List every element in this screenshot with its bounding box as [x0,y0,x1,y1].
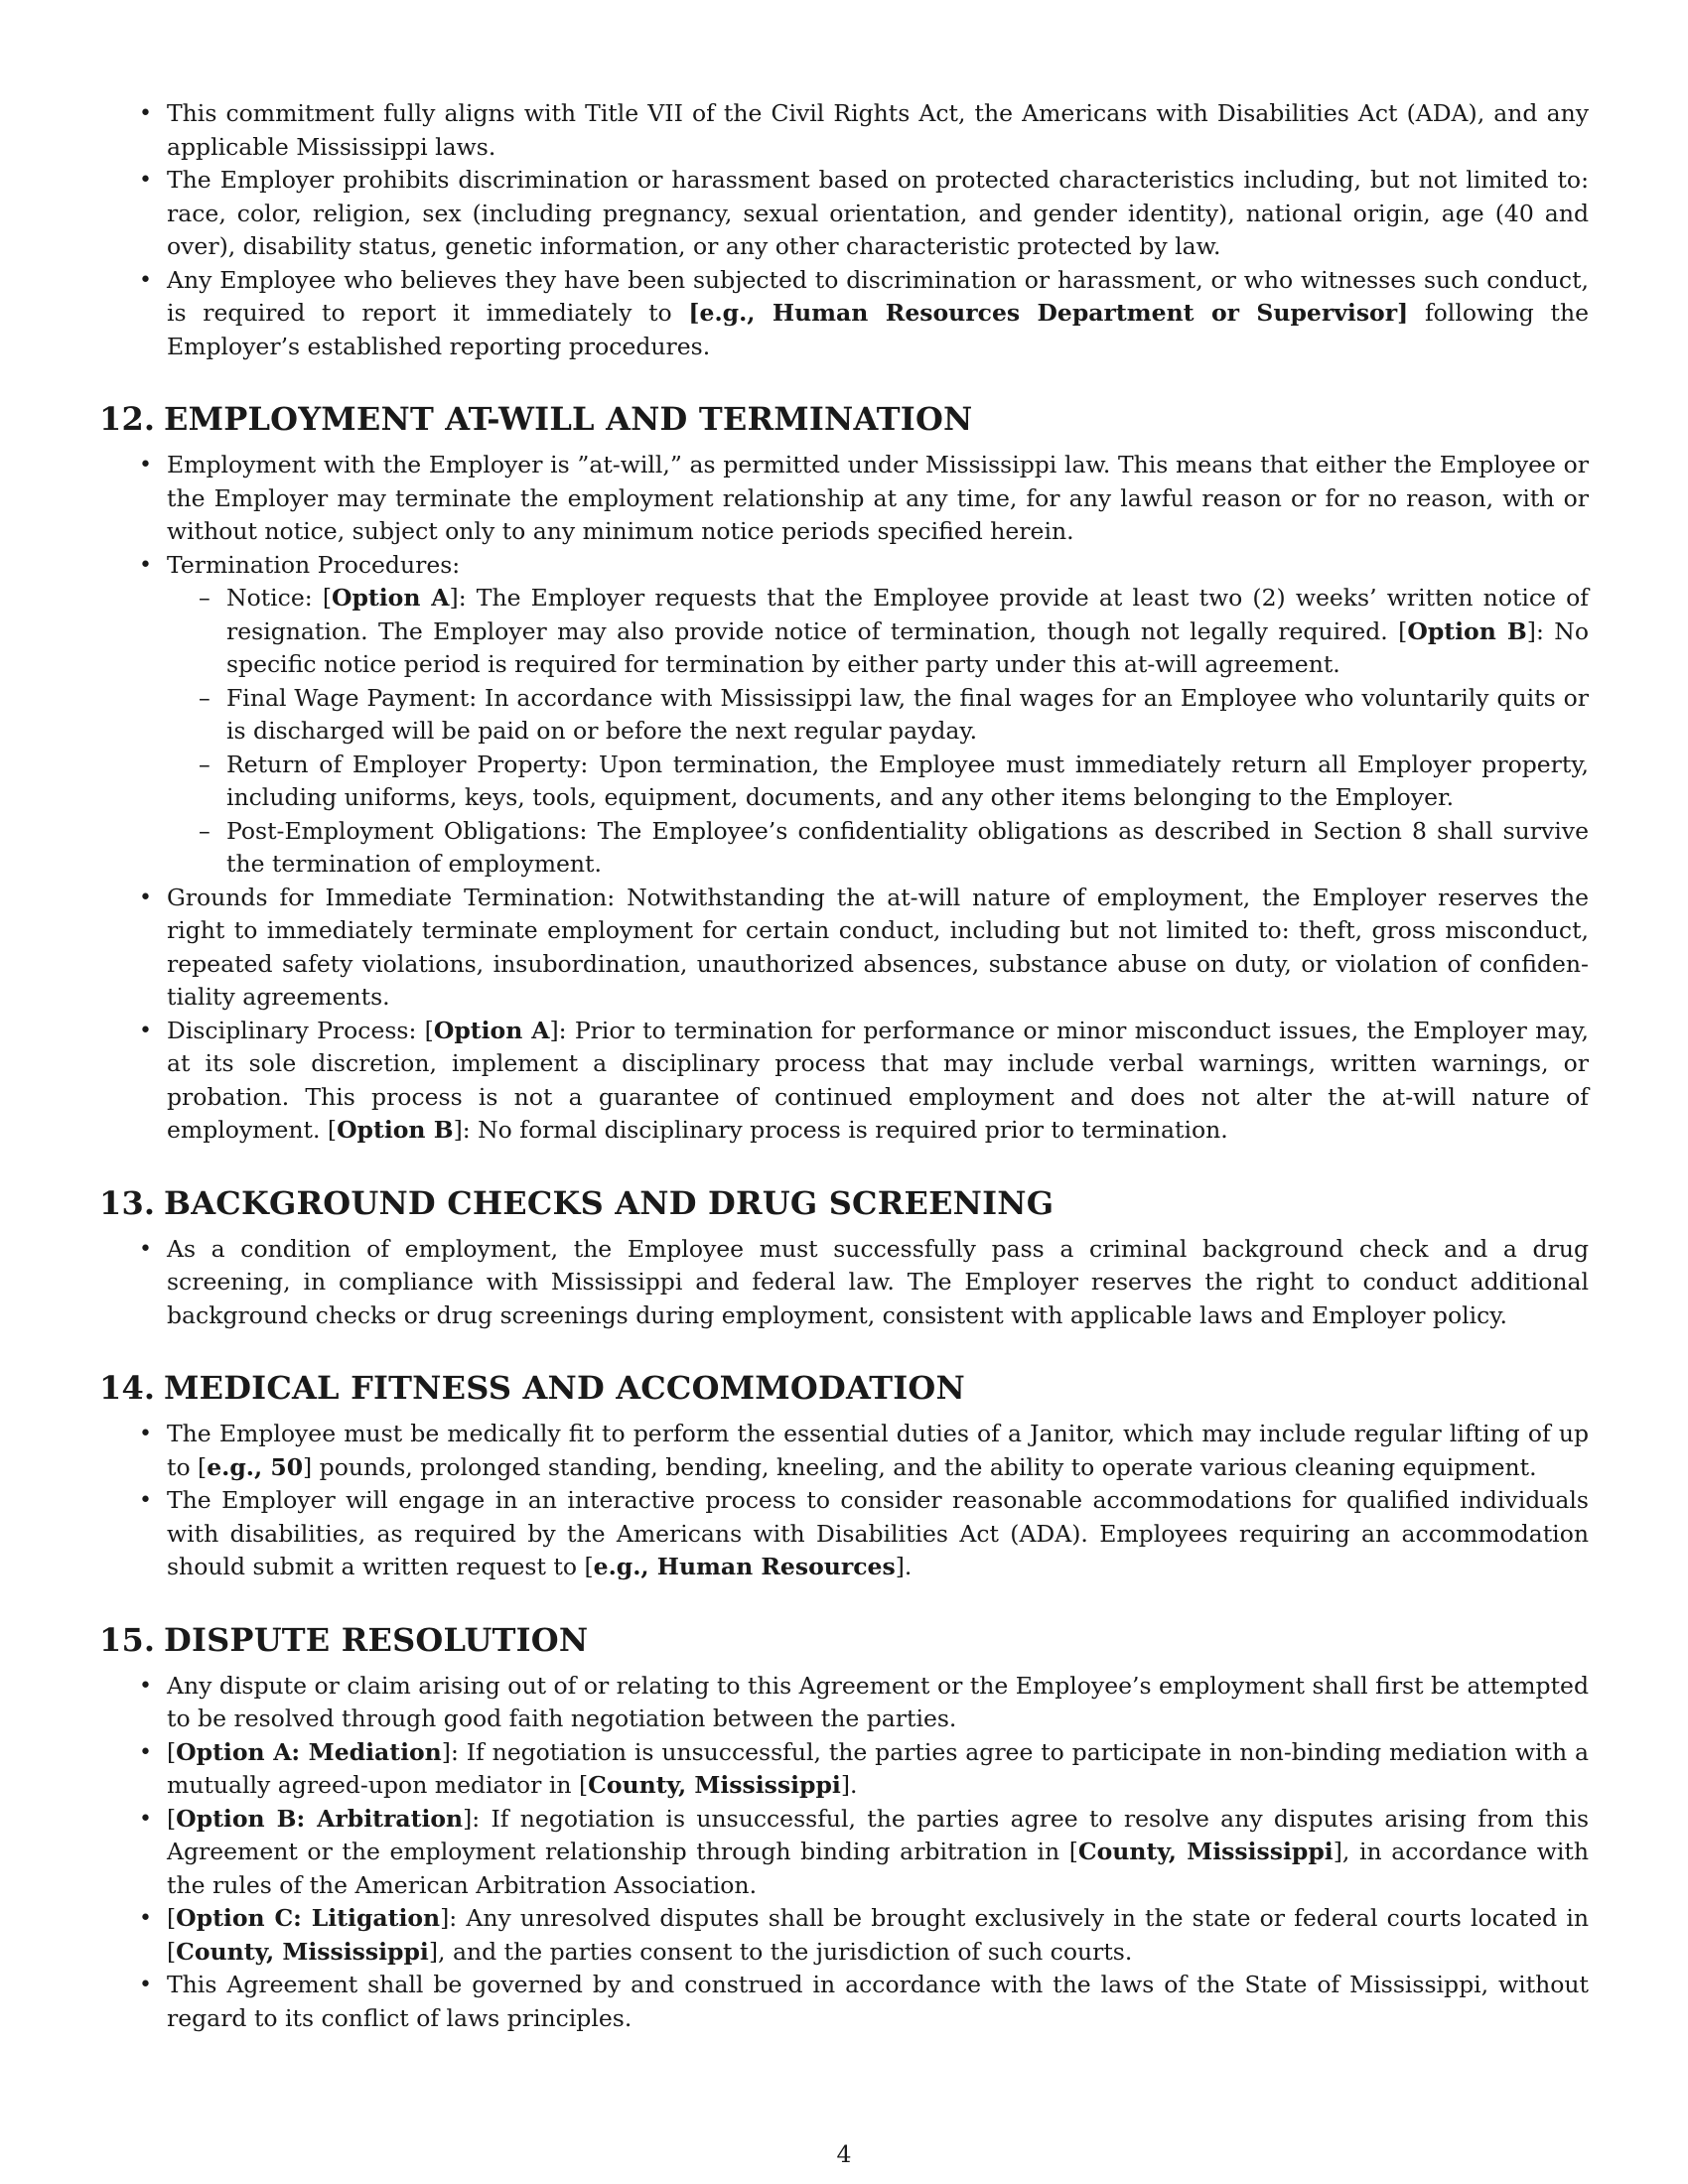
section-13-list [99,1233,1589,1333]
section-heading-14: 14. MEDICAL FITNESS AND ACCOMMODATION [99,1369,965,1407]
list-item: • The Employer prohibits discrimination or harassment based on protected characteristics including, but not limited to: race, color, religion, sex (including pregnancy, sexual orientation, and gender identity), national origin, age (40 and over), disability status, genetic information, or any other characteristic protected by law. [99,164,1589,264]
section-12-list [99,449,1589,1148]
termination-procedures-list [167,582,1589,882]
sub-list-item: – Return of Employer Property: Upon termination, the Employee must immediately return all Employer property, including uniforms, keys, tools, equipment, documents, and any other items belonging to the Employer. [167,749,1589,815]
section-heading-13: 13. BACKGROUND CHECKS AND DRUG SCREENING [99,1183,1055,1222]
list-item: • Termination Procedures: – Notice: [Option A]: The Employer requests that the Employee provide at least two (2) weeks’ written notice of resignation. The Employer may also provide notice of termination, though not legally required. [Option B]: No specific notice period is required for termination by either party under this at-will agreement. – Final Wage Payment: In accordance with Mississippi law, the final wages for an Employee who voluntarily quits or is discharged will be paid on or before the next regular payday. – Return of Employer Property: Upon termination, the Employee must immediately return all Employer property, including uniforms, keys, tools, equipment, documents, and any other items belonging to the Employer. – Post-Employment Obligations: The Employee’s confidentiality obligations as described in Section 8 shall survive the termination of employment. [99,549,1589,882]
section-15-list [99,1670,1589,2036]
list-item: • This Agreement shall be governed by and construed in accordance with the laws of the State of Mississippi, without regard to its conflict of laws principles. [99,1969,1589,2035]
list-item: • Grounds for Immediate Termination: Notwithstanding the at-will nature of employment, the Employer reserves the right to immediately terminate employment for certain conduct, including but not limited to: theft, gross misconduct, repeated safety violations, insubordination, unauthorized absences, substance abuse on duty, or violation of confidentiality agreements. [99,882,1589,1015]
section-heading-12: 12. EMPLOYMENT AT-WILL AND TERMINATION [99,400,973,438]
list-item: • [Option A: Mediation]: If negotiation is unsuccessful, the parties agree to participate in non-binding mediation with a mutually agreed-upon mediator in [County, Mississippi]. [99,1736,1589,1803]
document-page [99,97,1589,2035]
list-item: • Employment with the Employer is ”at-will,” as permitted under Mississippi law. This means that either the Employee or the Employer may terminate the employment relationship at any time, for any lawful reason or for no reason, with or without notice, subject only to any minimum notice periods specified herein. [99,449,1589,549]
placeholder-text: e.g., Human Resources Department or Supervisor [699,299,1398,327]
sub-list-item: – Post-Employment Obligations: The Employee’s confidentiality obligations as described in Section 8 shall survive the termination of employment. [167,815,1589,882]
intro-bullet-list [99,97,1589,363]
page-number: 4 [836,2140,852,2168]
sub-list-item: – Notice: [Option A]: The Employer requests that the Employee provide at least two (2) weeks’ written notice of resignation. The Employer may also provide notice of termination, though not legally required. [Option B]: No specific notice period is required for termination by either party under this at-will agreement. [167,582,1589,682]
list-item: • Disciplinary Process: [Option A]: Prior to termination for performance or minor misconduct issues, the Employer may, at its sole discretion, implement a disciplinary process that may include verbal warnings, written warnings, or probation. This process is not a guarantee of continued employment and does not alter the at-will nature of employment. [Option B]: No formal disciplinary process is required prior to termination. [99,1015,1589,1148]
section-heading-15: 15. DISPUTE RESOLUTION [99,1620,589,1659]
section-14-list [99,1418,1589,1584]
list-item: • The Employer will engage in an interactive process to consider reasonable accommodations for qualified individuals with disabilities, as required by the Americans with Disabilities Act (ADA). Employees requiring an accommodation should submit a written request to [e.g., Human Resources]. [99,1484,1589,1584]
list-item: • The Employee must be medically fit to perform the essential duties of a Janitor, which may include regular lifting of up to [e.g., 50] pounds, prolonged standing, bending, kneeling, and the ability to operate various cleaning equipment. [99,1418,1589,1484]
sub-list-item: – Final Wage Payment: In accordance with Mississippi law, the final wages for an Employee who voluntarily quits or is discharged will be paid on or before the next regular payday. [167,682,1589,749]
list-item: • As a condition of employment, the Employee must successfully pass a criminal background check and a drug screening, in compliance with Mississippi and federal law. The Employer reserves the right to conduct additional background checks or drug screenings during employment, consistent with applicable laws and Employer policy. [99,1233,1589,1333]
list-item: • This commitment fully aligns with Title VII of the Civil Rights Act, the Americans with Disabilities Act (ADA), and any applicable Mississippi laws. [99,97,1589,164]
list-item: • [Option B: Arbitration]: If negotiation is unsuccessful, the parties agree to resolve any disputes arising from this Agreement or the employment relationship through binding arbitration in [County, Mississippi], in accordance with the rules of the American Arbitration Association. [99,1803,1589,1903]
list-item: • Any Employee who believes they have been subjected to discrimination or harassment, or who witnesses such conduct, is required to report it immediately to [e.g., Human Resources Department or Supervisor] following the Employer’s established reporting procedures. [99,264,1589,364]
list-item: • Any dispute or claim arising out of or relating to this Agreement or the Employee’s employment shall first be attempted to be resolved through good faith negotiation between the parties. [99,1670,1589,1736]
list-item: • [Option C: Litigation]: Any unresolved disputes shall be brought exclusively in the state or federal courts located in [County, Mississippi], and the parties consent to the jurisdiction of such courts. [99,1902,1589,1969]
